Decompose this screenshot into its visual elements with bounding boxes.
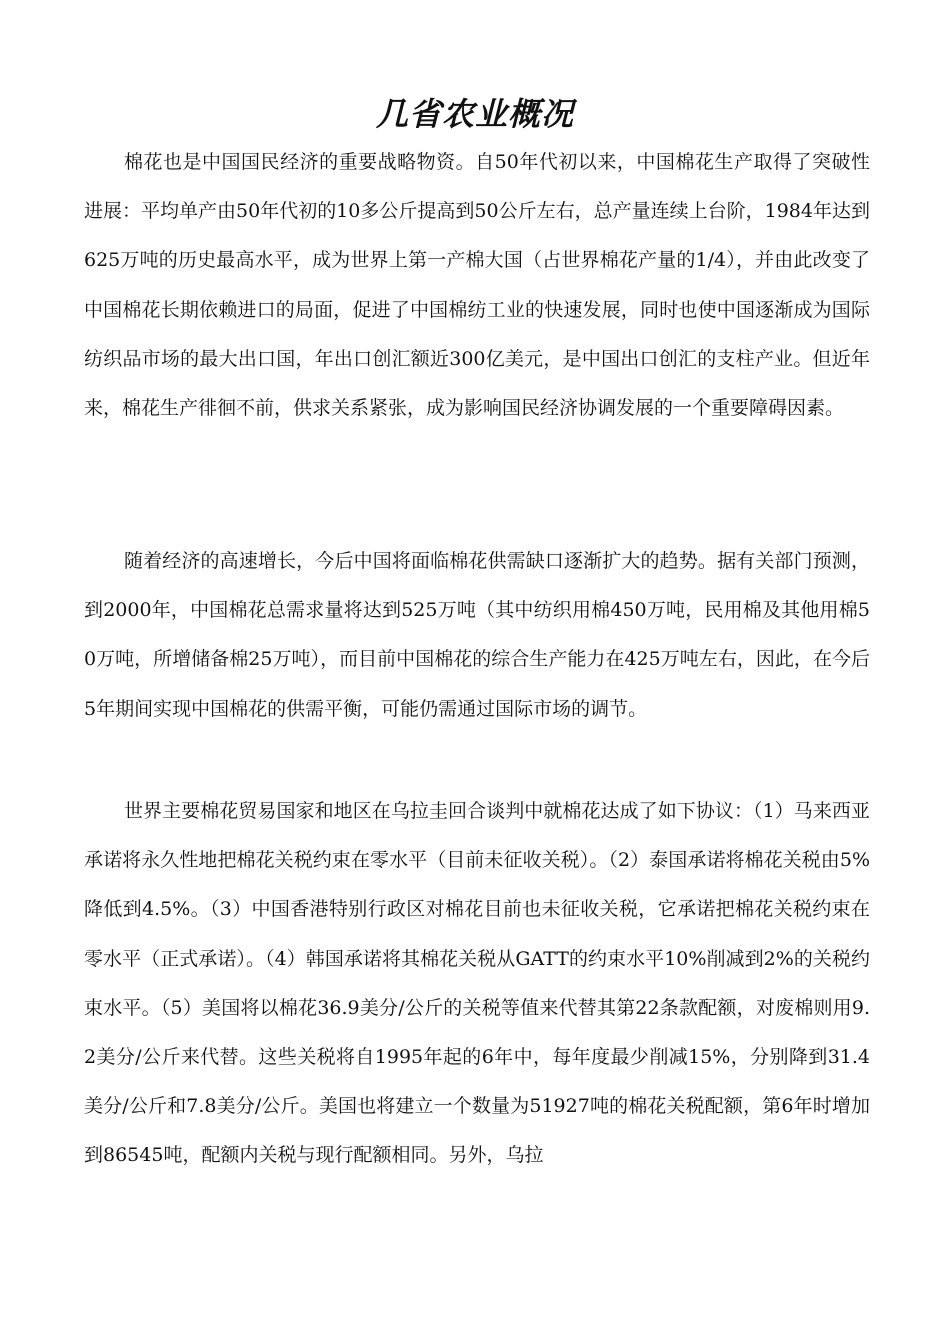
paragraph-cotton-demand-forecast: 随着经济的高速增长，今后中国将面临棉花供需缺口逐渐扩大的趋势。据有关部门预测，到2000年，中国棉花总需求量将达到525万吨（其中纺织用棉450万吨，民用棉及其他用棉50万吨，所增储备棉25万吨），而目前中国棉花的综合生产能力在425万吨左右，因此，在今后5年期间实现中国棉花的供需平衡，可能仍需通过国际市场的调节。 (84, 550, 870, 720)
paragraph-uruguay-round-agreements: 世界主要棉花贸易国家和地区在乌拉圭回合谈判中就棉花达成了如下协议：（1）马来西亚承诺将永久性地把棉花关税约束在零水平（目前未征收关税）。（2）泰国承诺将棉花关税由5%降低到4.5%。（3）中国香港特别行政区对棉花目前也未征收关税，它承诺把棉花关税约束在零水平（正式承诺）。（4）韩国承诺将其棉花关税从GATT的约束水平10%削减到2%的关税约束水平。（5）美国将以棉花36.9美分/公斤的关税等值来代替其第22条款配额，对废棉则用9.2美分/公斤来代替。这些关税将自1995年起的6年中，每年度最少削减15%，分别降到31.4美分/公斤和7.8美分/公斤。美国也将建立一个数量为51927吨的棉花关税配额，第6年时增加到86545吨，配额内关税与现行配额相同。另外，乌拉 (84, 800, 870, 1167)
paragraph-cotton-production: 棉花也是中国国民经济的重要战略物资。自50年代初以来，中国棉花生产取得了突破性进展：平均单产由50年代初的10多公斤提高到50公斤左右，总产量连续上台阶，1984年达到625万吨的历史最高水平，成为世界上第一产棉大国（占世界棉花产量的1/4），并由此改变了中国棉花长期依赖进口的局面，促进了中国棉纺工业的快速发展，同时也使中国逐渐成为国际纺织品市场的最大出口国，年出口创汇额近300亿美元，是中国出口创汇的支柱产业。但近年来，棉花生产徘徊不前，供求关系紧张，成为影响国民经济协调发展的一个重要障碍因素。 (84, 151, 870, 420)
document-title: 几省农业概况 (375, 95, 574, 133)
